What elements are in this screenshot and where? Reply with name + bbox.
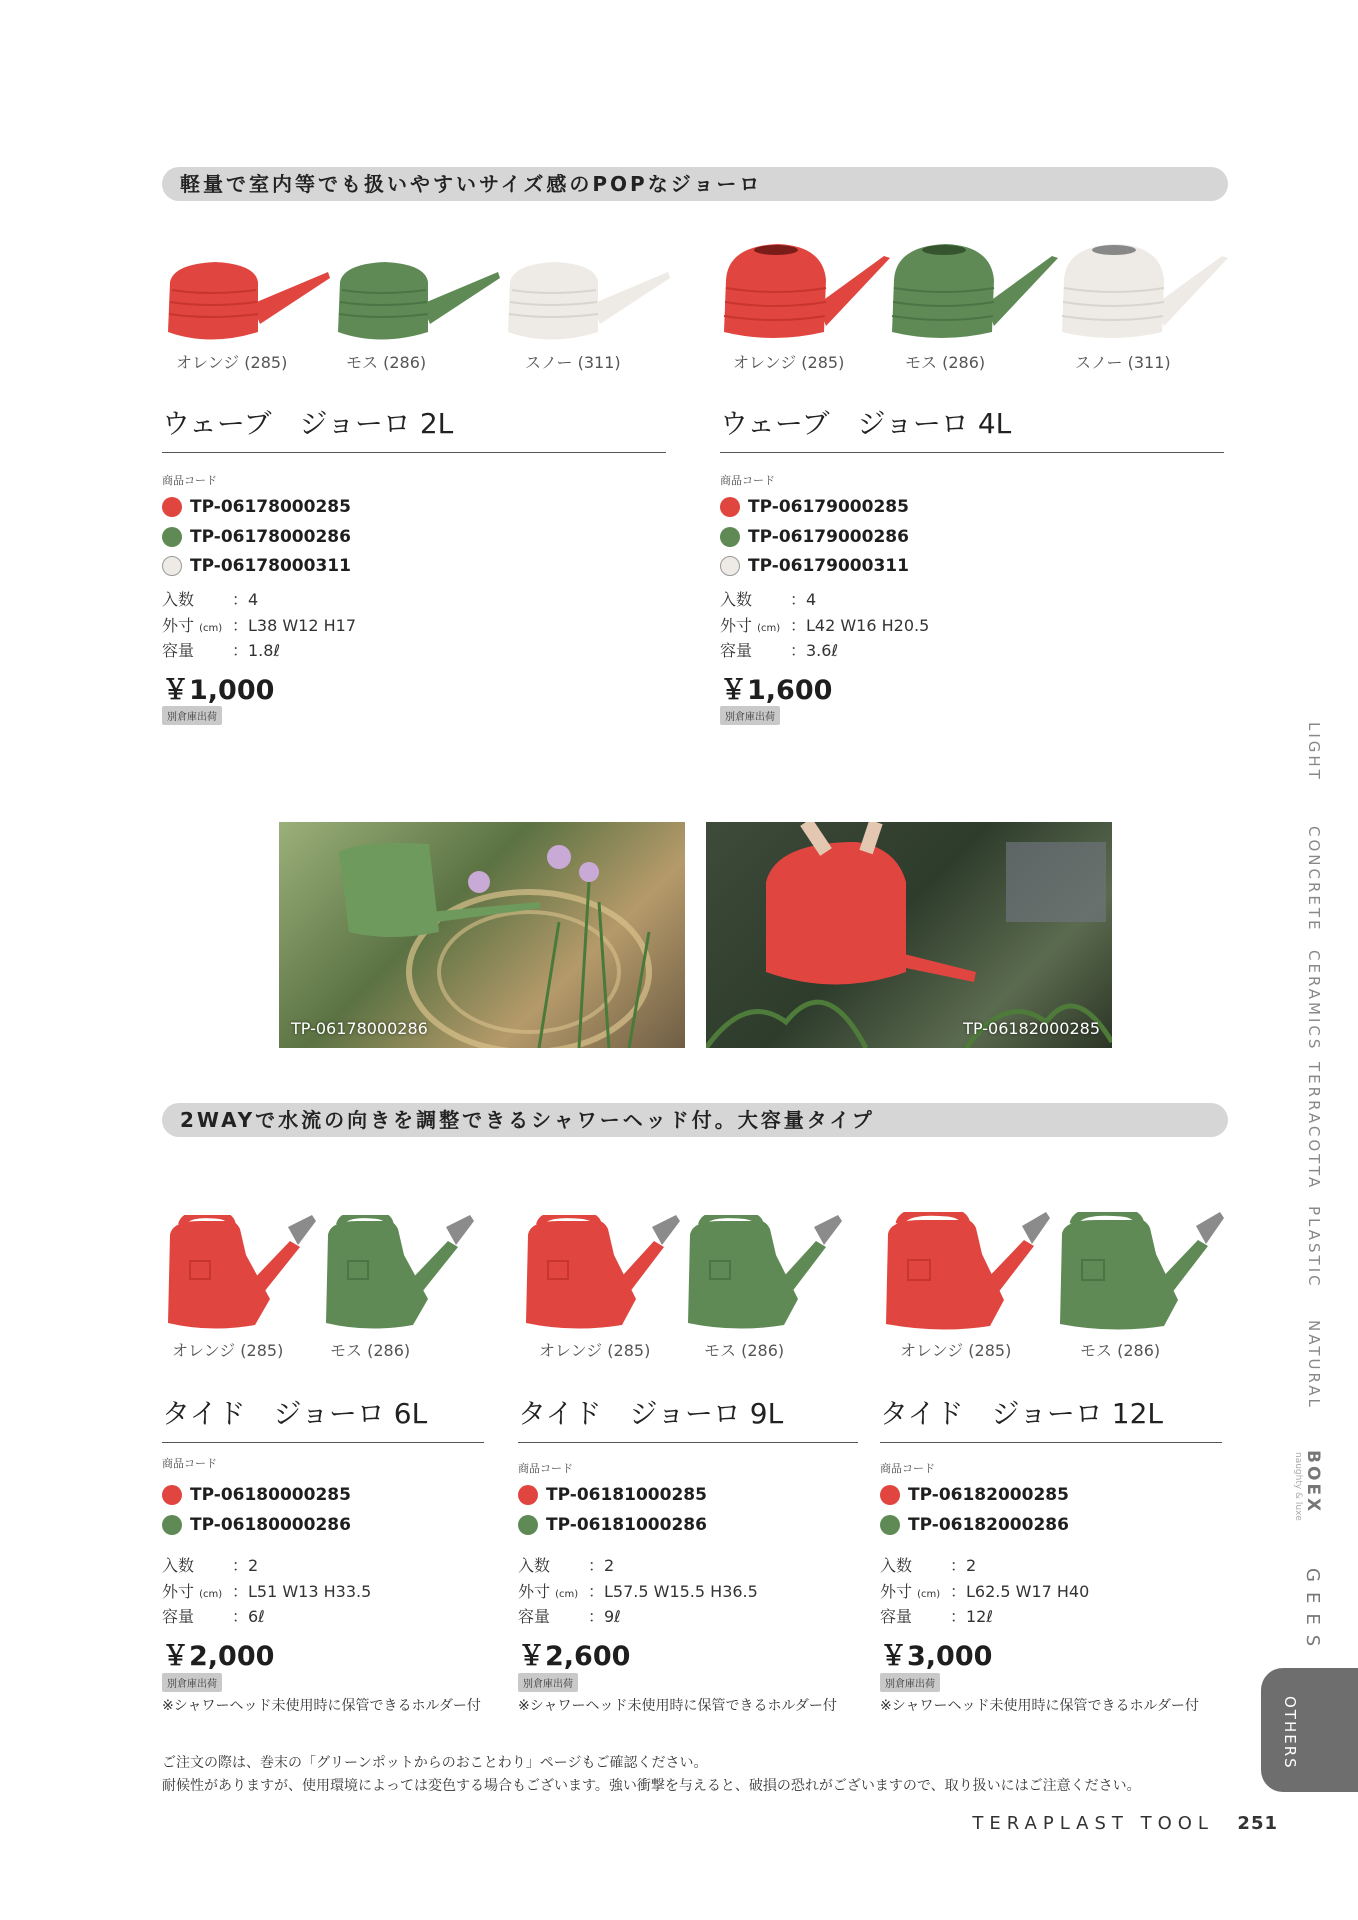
product-code-moss: TP-06181000286 [518,1515,707,1535]
lifestyle-photo-orange [706,822,1112,1048]
color-dot-orange [518,1485,538,1505]
shipping-badge: 別倉庫出荷 [162,706,222,725]
side-nav-ceramics[interactable]: CERAMICS [1305,950,1323,1052]
color-dot-moss [162,1515,182,1535]
color-dot-orange [162,497,182,517]
color-dot-orange [162,1485,182,1505]
color-dot-snow [720,556,740,576]
spec-size: 外寸 (cm) ：L62.5 W17 H40 [880,1582,1090,1601]
shipping-badge: 別倉庫出荷 [518,1673,578,1692]
product-title: タイド ジョーロ 6L [162,1397,428,1430]
shipping-badge: 別倉庫出荷 [720,706,780,725]
spec-qty: 入数 ：4 [720,590,817,609]
divider [880,1442,1222,1443]
tide12-can-orange-image [878,1212,1053,1337]
spec-capacity: 容量 ：3.6ℓ [720,641,839,660]
side-nav-plastic[interactable]: PLASTIC [1305,1206,1323,1289]
color-label-orange: オレンジ (285) [172,1341,284,1360]
price: ￥3,000 [880,1641,993,1672]
footer-note-2: 耐候性がありますが、使用環境によっては変色する場合もございます。強い衝撃を与えると、破損の恐れがございますので、取り扱いにはご注意ください。 [162,1778,1141,1794]
tide12-can-moss-image [1052,1212,1227,1337]
divider [162,452,666,453]
wave4-can-moss-image [886,240,1058,340]
code-label: 商品コード [880,1462,935,1475]
shipping-badge: 別倉庫出荷 [880,1673,940,1692]
wave-can-moss-image [330,252,502,342]
product-code-moss: TP-06182000286 [880,1515,1069,1535]
spec-size: 外寸 (cm) ：L38 W12 H17 [162,616,357,635]
color-label-moss: モス (286) [330,1341,411,1360]
price: ￥1,600 [720,675,833,706]
footer-note-1: ご注文の際は、巻末の「グリーンポットからのおことわり」ページもご確認ください。 [162,1755,708,1771]
divider [518,1442,858,1443]
product-code-orange: TP-06178000285 [162,497,351,517]
product-title: タイド ジョーロ 9L [518,1397,784,1430]
product-code-orange: TP-06179000285 [720,497,909,517]
side-nav-boex-subtitle: naughty & luxe [1293,1452,1303,1521]
price: ￥2,000 [162,1641,275,1672]
color-label-orange: オレンジ (285) [900,1341,1012,1360]
wave-can-snow-image [500,252,672,342]
photo-caption: TP-06178000286 [291,1019,428,1038]
holder-note: ※シャワーヘッド未使用時に保管できるホルダー付 [880,1698,1199,1714]
color-dot-moss [162,527,182,547]
side-nav-natural[interactable]: NATURAL [1305,1320,1323,1410]
wave4-can-snow-image [1056,240,1228,340]
product-code-orange: TP-06181000285 [518,1485,707,1505]
product-code-orange: TP-06180000285 [162,1485,351,1505]
page-number: 251 [1237,1813,1278,1834]
color-label-snow: スノー (311) [1075,353,1171,372]
product-code-moss: TP-06180000286 [162,1515,351,1535]
spec-size: 外寸 (cm) ：L57.5 W15.5 H36.5 [518,1582,758,1601]
side-nav-boex[interactable]: BOEX [1303,1450,1323,1515]
color-label-moss: モス (286) [704,1341,785,1360]
product-title: タイド ジョーロ 12L [880,1397,1164,1430]
photo-caption: TP-06182000285 [963,1019,1100,1038]
spec-qty: 入数 ：2 [880,1556,977,1575]
spec-capacity: 容量 ：6ℓ [162,1607,265,1626]
code-label: 商品コード [720,474,775,487]
product-code-moss: TP-06178000286 [162,527,351,547]
color-dot-orange [880,1485,900,1505]
price: ￥1,000 [162,675,275,706]
product-code-moss: TP-06179000286 [720,527,909,547]
side-nav-light[interactable]: LIGHT [1305,722,1323,782]
tide9-can-moss-image [680,1215,845,1335]
color-dot-snow [162,556,182,576]
tide9-can-orange-image [518,1215,683,1335]
side-nav-others: OTHERS [1281,1696,1299,1770]
brand-footer [972,1813,1278,1834]
color-dot-orange [720,497,740,517]
side-nav-gees[interactable]: GEES [1302,1568,1323,1657]
product-title: ウェーブ ジョーロ 2L [162,407,454,440]
product-code-snow: TP-06179000311 [720,556,909,576]
color-label-orange: オレンジ (285) [733,353,845,372]
color-dot-moss [720,527,740,547]
spec-qty: 入数 ：2 [518,1556,615,1575]
wave-can-orange-image [160,252,332,342]
color-label-orange: オレンジ (285) [176,353,288,372]
product-code-orange: TP-06182000285 [880,1485,1069,1505]
divider [720,452,1224,453]
brand-name: TERAPLAST TOOL [972,1813,1214,1834]
color-label-snow: スノー (311) [525,353,621,372]
color-dot-moss [518,1515,538,1535]
price: ￥2,600 [518,1641,631,1672]
section-banner-wave: 軽量で室内等でも扱いやすいサイズ感のPOPなジョーロ [162,167,1228,201]
color-label-moss: モス (286) [1080,1341,1161,1360]
wave4-can-orange-image [718,240,890,340]
spec-size: 外寸 (cm) ：L51 W13 H33.5 [162,1582,372,1601]
color-label-orange: オレンジ (285) [539,1341,651,1360]
code-label: 商品コード [162,474,217,487]
spec-qty: 入数 ：2 [162,1556,259,1575]
product-code-snow: TP-06178000311 [162,556,351,576]
color-dot-moss [880,1515,900,1535]
shipping-badge: 別倉庫出荷 [162,1673,222,1692]
spec-qty: 入数 ：4 [162,590,259,609]
spec-capacity: 容量 ：9ℓ [518,1607,621,1626]
side-nav-active-tab[interactable] [1261,1668,1358,1792]
side-nav-terracotta[interactable]: TERRACOTTA [1305,1062,1323,1191]
divider [162,1442,484,1443]
tide6-can-orange-image [160,1215,320,1335]
color-label-moss: モス (286) [346,353,427,372]
section-banner-tide: 2WAYで水流の向きを調整できるシャワーヘッド付。大容量タイプ [162,1103,1228,1137]
lifestyle-photo-moss [279,822,685,1048]
code-label: 商品コード [162,1457,217,1470]
spec-capacity: 容量 ：1.8ℓ [162,641,281,660]
holder-note: ※シャワーヘッド未使用時に保管できるホルダー付 [518,1698,837,1714]
color-label-moss: モス (286) [905,353,986,372]
code-label: 商品コード [518,1462,573,1475]
tide6-can-moss-image [318,1215,478,1335]
product-title: ウェーブ ジョーロ 4L [720,407,1012,440]
spec-capacity: 容量 ：12ℓ [880,1607,993,1626]
holder-note: ※シャワーヘッド未使用時に保管できるホルダー付 [162,1698,481,1714]
spec-size: 外寸 (cm) ：L42 W16 H20.5 [720,616,930,635]
side-nav-concrete[interactable]: CONCRETE [1305,826,1323,933]
